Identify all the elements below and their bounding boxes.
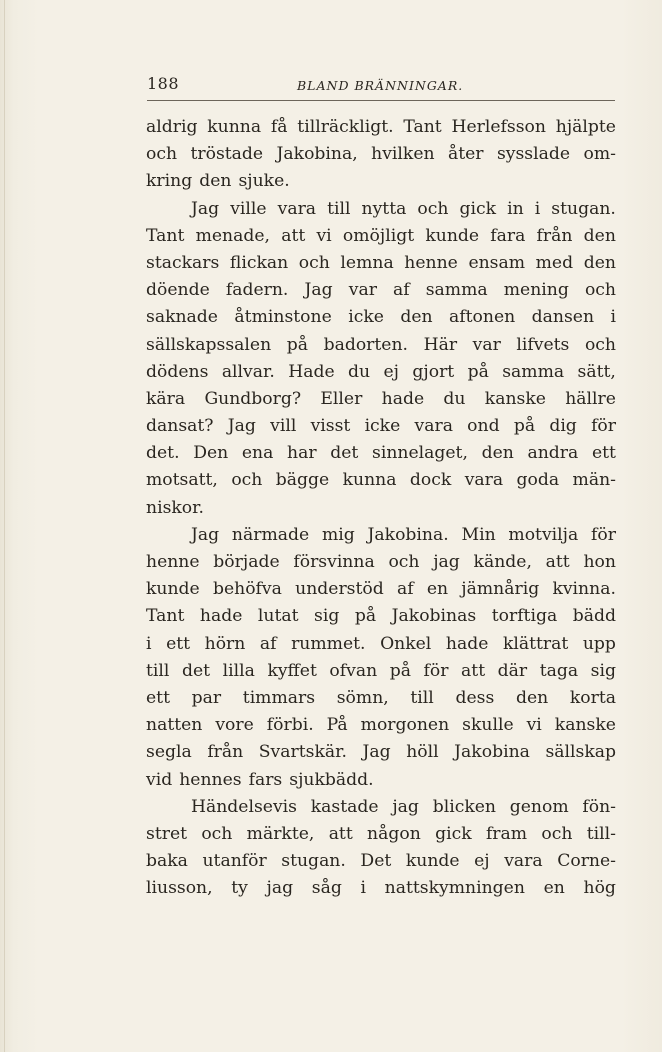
word: det. (146, 443, 180, 464)
word: Här (423, 334, 458, 355)
word: På (326, 715, 348, 736)
word: gjort (412, 361, 455, 382)
word: bägge (275, 470, 330, 491)
word: dansat? (146, 416, 214, 437)
word: få (270, 117, 288, 137)
word: åtminstone (234, 307, 332, 328)
word: Eller (320, 388, 363, 409)
word: och (298, 252, 330, 273)
text-line (146, 522, 616, 549)
word: den (199, 171, 232, 192)
text-line (146, 196, 616, 223)
word: understöd (295, 579, 384, 600)
text-line (146, 114, 616, 141)
text-line (146, 277, 616, 304)
word: sällskapssalen (146, 334, 272, 355)
word: sjukbädd. (289, 769, 374, 790)
word: vid (146, 769, 173, 790)
word: ej (474, 851, 490, 872)
word: i (610, 307, 616, 328)
word: Min (461, 524, 496, 545)
text-line (146, 332, 616, 359)
word: kunde (146, 579, 200, 600)
word: där (497, 660, 528, 681)
word: vill (270, 416, 297, 437)
word: ej (383, 361, 399, 382)
text-line (146, 603, 616, 630)
word: hade (381, 388, 425, 409)
word: tröstade (190, 144, 264, 165)
word: jämnårig (461, 579, 540, 600)
word: och (231, 470, 263, 491)
word: lemna (340, 252, 394, 273)
word: om- (583, 144, 616, 165)
word: kunde (425, 225, 480, 246)
word: timmars (242, 687, 316, 708)
word: och (417, 198, 449, 219)
word: Tant (146, 606, 185, 627)
word: vi (526, 715, 542, 736)
word: fön- (582, 796, 616, 817)
word: blicken (432, 796, 496, 817)
word: liusson, (146, 878, 213, 899)
word: för (423, 660, 449, 681)
word: kunna (207, 117, 262, 137)
word: hade (445, 633, 489, 654)
text-line (146, 739, 616, 766)
word: ofvan (329, 660, 378, 681)
text-line (146, 767, 616, 794)
word: Jag (304, 280, 333, 301)
page-number: 188 (147, 74, 180, 93)
word: Jakobina (454, 742, 530, 763)
word: af (393, 280, 410, 301)
word: på (513, 416, 536, 437)
word: i (534, 198, 541, 219)
word: hvilken (371, 144, 435, 165)
word: sätt, (577, 361, 616, 382)
word: jag (392, 796, 419, 817)
word: Tant (146, 225, 185, 246)
word: på (389, 660, 411, 681)
word: i (360, 878, 367, 899)
word: vore (215, 715, 254, 736)
word: den (400, 307, 433, 328)
word: dansen (531, 307, 595, 328)
word: af (396, 579, 414, 600)
word: klättrat (502, 633, 569, 654)
word: Corne- (557, 851, 616, 872)
text-line (146, 848, 616, 875)
text-line (146, 576, 616, 603)
text-line (146, 168, 616, 195)
word: gick (435, 823, 472, 844)
word: närmade (231, 524, 310, 545)
word: niskor. (146, 497, 204, 518)
word: Tant (403, 117, 442, 137)
word: Jag (362, 742, 391, 763)
word: Jakobinas (391, 606, 477, 627)
word: den (583, 252, 616, 273)
word: kände, (473, 552, 532, 572)
word: taga (539, 660, 579, 681)
word: var (472, 334, 501, 355)
word: ond (467, 416, 500, 437)
word: och (201, 823, 233, 844)
word: henne (146, 552, 200, 572)
word: till (146, 660, 170, 681)
word: till (410, 687, 434, 708)
word: att (328, 823, 353, 844)
word: Gundborg? (204, 388, 302, 409)
word: Jag (191, 198, 220, 219)
word: kunna (342, 470, 397, 491)
word: visst (310, 416, 351, 437)
word: jag (266, 878, 294, 899)
word: utanför (202, 851, 267, 872)
word: en (426, 579, 449, 600)
word: någon (367, 823, 421, 844)
word: märkte, (246, 823, 315, 844)
word: på (286, 334, 308, 355)
word: på (467, 361, 489, 382)
word: har (287, 443, 317, 464)
word: nytta (361, 198, 407, 219)
word: stugan. (281, 851, 346, 872)
word: till (327, 198, 351, 219)
word: samma (425, 280, 488, 301)
text-line (146, 712, 616, 739)
word: lilla (222, 660, 255, 681)
word: det (181, 660, 211, 681)
word: åter (447, 144, 484, 165)
word: Svartskär. (258, 742, 347, 763)
word: genom (509, 796, 569, 817)
word: den (481, 443, 514, 464)
word: af (259, 633, 277, 654)
word: för (591, 416, 616, 437)
word: goda (516, 470, 560, 491)
word: par (191, 687, 222, 708)
word: hade (199, 606, 243, 627)
text-line (146, 386, 616, 413)
word: kanske (554, 715, 616, 736)
text-line (146, 495, 616, 522)
word: lutat (257, 606, 299, 627)
word: Jag (191, 524, 220, 545)
text-line (146, 223, 616, 250)
text-line (146, 875, 616, 902)
word: döende (146, 280, 210, 301)
word: höll (406, 742, 439, 763)
word: för (591, 524, 616, 545)
text-line (146, 359, 616, 386)
word: män- (572, 470, 616, 491)
word: stackars (146, 252, 220, 273)
word: från (207, 742, 244, 763)
word: du (443, 388, 466, 409)
word: sig (314, 606, 340, 627)
word: hon (583, 552, 616, 572)
word: lifvets (516, 334, 570, 355)
word: icke (364, 416, 401, 437)
word: fadern. (225, 280, 289, 301)
word: gick (459, 198, 497, 219)
word: Onkel (380, 633, 432, 654)
word: och (584, 334, 616, 355)
word: kastade (310, 796, 379, 817)
text-line (146, 413, 616, 440)
word: den (515, 687, 549, 708)
word: sällskap (545, 742, 616, 763)
word: rummet. (291, 633, 366, 654)
word: med (535, 252, 574, 273)
word: nattskymningen (384, 878, 525, 899)
word: ty (231, 878, 248, 899)
word: badorten. (323, 334, 409, 355)
word: Herlefsson (451, 117, 546, 137)
word: skulle (462, 715, 514, 736)
word: att (545, 552, 570, 572)
word: kring (146, 171, 193, 192)
word: förbi. (266, 715, 314, 736)
word: hennes (179, 769, 242, 790)
word: till- (586, 823, 616, 844)
word: baka (146, 851, 188, 872)
word: ville (230, 198, 267, 219)
word: henne (404, 252, 458, 273)
word: en (543, 878, 565, 899)
word: sinnelaget, (372, 443, 468, 464)
word: mening (503, 280, 569, 301)
word: kunde (405, 851, 460, 872)
word: flickan (229, 252, 289, 273)
word: såg (311, 878, 342, 899)
word: sig (590, 660, 616, 681)
word: bädd (572, 606, 616, 627)
word: var (348, 280, 377, 301)
word: kvinna. (552, 579, 616, 600)
word: att (461, 660, 486, 681)
text-line (146, 658, 616, 685)
text-line (146, 794, 616, 821)
word: försvinna (293, 552, 375, 572)
word: andra (527, 443, 579, 464)
word: Händelsevis (191, 796, 297, 817)
text-line (146, 141, 616, 168)
text-line (146, 549, 616, 576)
word: ensam (468, 252, 526, 273)
word: började (213, 552, 280, 572)
word: behöfva (212, 579, 282, 600)
word: hög (583, 878, 616, 899)
word: aftonen (449, 307, 516, 328)
header-rule (147, 100, 615, 101)
word: stugan. (551, 198, 616, 219)
word: tillräckligt. (297, 117, 394, 137)
page-gutter (4, 0, 5, 1052)
word: in (507, 198, 524, 219)
word: natten (146, 715, 203, 736)
text-line (146, 631, 616, 658)
text-line (146, 821, 616, 848)
word: fars (248, 769, 283, 790)
word: och (541, 823, 573, 844)
word: ena (241, 443, 274, 464)
word: dödens (146, 361, 209, 382)
word: det (330, 443, 359, 464)
word: fara (490, 225, 526, 246)
text-line (146, 304, 616, 331)
word: Hade (288, 361, 335, 382)
word: korta (569, 687, 616, 708)
word: hjälpte (555, 117, 616, 137)
word: vara (277, 198, 317, 219)
word: Jakobina. (367, 524, 449, 545)
word: icke (348, 307, 384, 328)
word: kära (146, 388, 186, 409)
word: torftiga (491, 606, 558, 627)
text-line (146, 440, 616, 467)
word: hällre (565, 388, 616, 409)
word: att (281, 225, 306, 246)
word: stret (146, 823, 188, 844)
word: du (348, 361, 371, 382)
word: dess (455, 687, 495, 708)
text-line (146, 467, 616, 494)
word: fram (485, 823, 528, 844)
word: motvilja (508, 524, 579, 545)
word: saknade (146, 307, 218, 328)
word: hörn (204, 633, 246, 654)
word: vara (464, 470, 504, 491)
word: omöjligt (342, 225, 415, 246)
word: vara (414, 416, 453, 437)
word: på (354, 606, 377, 627)
text-line (146, 685, 616, 712)
word: morgonen (360, 715, 450, 736)
word: vara (504, 851, 543, 872)
word: ett (166, 633, 191, 654)
word: jag (433, 552, 460, 572)
word: dock (409, 470, 452, 491)
body-text (146, 114, 616, 902)
word: kyffet (267, 660, 317, 681)
word: i (146, 633, 152, 654)
running-title: BLAND BRÄNNINGAR. (297, 78, 464, 93)
word: mig (321, 524, 355, 545)
word: Jag (227, 416, 256, 437)
word: Det (360, 851, 392, 872)
word: ett (591, 443, 616, 464)
word: den (583, 225, 616, 246)
word: och (146, 144, 178, 165)
word: Jakobina, (276, 144, 358, 165)
word: upp (582, 633, 616, 654)
running-head (147, 74, 615, 98)
word: menade, (195, 225, 270, 246)
word: sömn, (336, 687, 389, 708)
word: vi (316, 225, 332, 246)
word: kanske (484, 388, 546, 409)
word: från (536, 225, 573, 246)
word: allvar. (221, 361, 275, 382)
word: motsatt, (146, 470, 218, 491)
word: sjuke. (238, 171, 290, 192)
word: samma (502, 361, 565, 382)
word: och (388, 552, 420, 572)
word: och (584, 280, 616, 301)
text-line (146, 250, 616, 277)
word: dig (549, 416, 577, 437)
word: Den (193, 443, 229, 464)
word: segla (146, 742, 192, 763)
word: aldrig (146, 117, 198, 137)
word: sysslade (496, 144, 571, 165)
word: ett (146, 687, 170, 708)
